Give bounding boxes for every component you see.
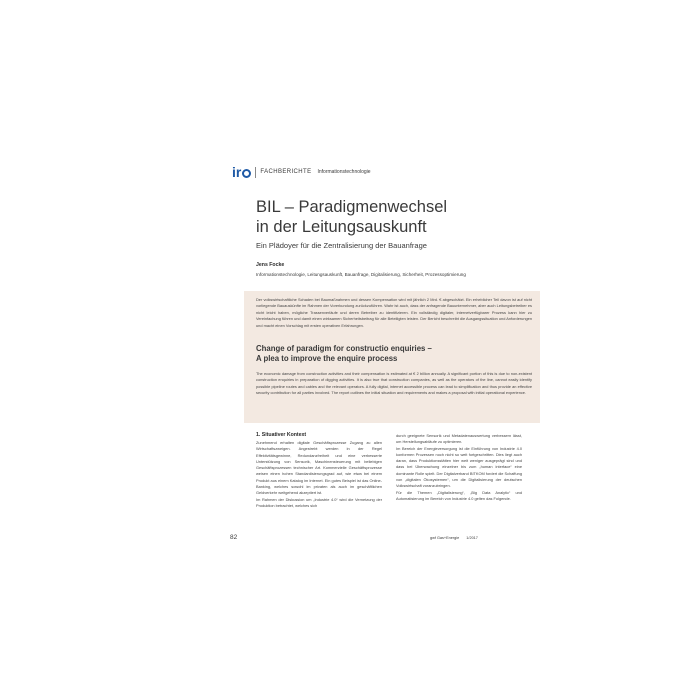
body-paragraph: Im Bereich der Energieversorgung ist die Einführung von Industrie 4.0 konformen Prozessen noch nicht so weit fortgeschritten. Dies liegt auch daran, dass Produktionsstätten hier weit weniger ausgeprägt sind und dass bei Überwachung einzelner bis zum „human interface“ eine dominante Rolle spielt. Der Digitalverband BITKOM fordert die Schaffung von „digitalen Ökosystemen“, um die Digitalisierung der deutschen Volkswirtschaft voranzubringen. <box>396 445 522 489</box>
abstract-german: Der volkswirtschaftliche Schaden bei Baumaßnahmen und dessen Kompensation wird mit jährlich 2 Mrd. € abgeschätzt. Ein erheblicher Teil davon ist auf nicht vorliegende Bauauskünfte im Rahmen der Vorerkundung zurückzuführen. Wahr ist auch, dass der anfragende Bauunternehmer, aber auch Leitungsbetreiber es nicht leicht haben, mögliche Trassenverläufe und deren Betreiber zu identifizieren. Ein vollständig digitaler, internetverfügbarer Prozess kann hier zu Vereinfachung führen und damit einen wirksamen Sicherheitsbeitrag für alle Beteiligten leisten. Der Bericht beschreibt die Ausgangssituation und Anforderungen und macht einen Vorschlag mit ersten operativen Erfahrungen. <box>256 297 532 328</box>
article-title-line-2: in der Leitungsauskunft <box>256 218 427 236</box>
abstract-english: The economic damage from construction activities and their compensation is estimated at € 2 billion annually. A significant portion of this is due to non-existent construction enquiries in preparation of digging activities. It is also true that construction companies, as well as the operators of the line, cannot easily identify possible pipeline routes and cables and the relevant operators. A fully digital, internet accessible process can lead to simplification and thus provide an effective security contribution for all parties involved. The report outlines the initial situation and requirements and makes a proposal with initial operational experience. <box>256 371 532 396</box>
body-paragraph: Zunehmend erhalten digitale Geschäftsprozesse Zugang zu allen Wirtschaftszweigen. Angestrebt werden in der Regel Effektivitätsgewinne, Redundanzfreiheit und eine verbesserte Unterstützung von Sensorik, Maschinensteuerung mit beliebigen Geschäftsprozessen technischer Art. Kommerzielle Geschäftsprozesse weisen einen hohen Standardisierungsgrad auf, wie etwa bei einem Produkt aus einem Katalog im Internet. Ein gutes Beispiel ist das Online-Banking, welches sowohl im privaten als auch im geschäftlichen Geldverkehr weitgehend akzeptiert ist. <box>256 440 382 496</box>
body-paragraph: Für die Themen „Digitalisierung“, „Big Data Analytic“ und Automatisierung im Bereich von Industrie 4.0 gelten das Folgende. <box>396 489 522 501</box>
publication-name: gwf Gas+Energie <box>430 536 460 540</box>
journal-logo <box>232 164 251 180</box>
section-label: FACHBERICHTE <box>260 169 312 175</box>
article-title <box>256 197 556 237</box>
logo-text: ir <box>232 164 242 180</box>
section-heading: 1. Situativer Kontext <box>256 432 307 438</box>
article-subtitle: Ein Plädoyer für die Zentralisierung der Bauanfrage <box>256 241 427 250</box>
logo-ring-icon <box>242 169 251 178</box>
page-header <box>232 164 371 180</box>
body-column-right <box>396 433 522 502</box>
publication-issue: 1/2017 <box>466 536 478 540</box>
abstract-english-title-line-1: Change of paradigm for constructio enquiries – <box>256 344 432 353</box>
article-title-line-1: BIL – Paradigmenwechsel <box>256 198 448 216</box>
article-author: Jens Focke <box>256 262 285 268</box>
body-column-left <box>256 432 382 509</box>
abstract-english-title <box>256 344 432 364</box>
footer-publication <box>430 536 478 540</box>
subsection-label: Informationstechnologie <box>317 169 371 175</box>
body-paragraph: Im Rahmen der Diskussion um „Industrie 4.0“ wird die Vernetzung der Produktion betrachtet, welches sich <box>256 496 382 508</box>
page-number: 82 <box>230 534 238 541</box>
header-divider <box>255 167 256 178</box>
abstract-english-title-line-2: A plea to improve the enquire process <box>256 354 398 363</box>
abstract-box <box>244 291 540 423</box>
article-keywords: Informationstechnologie, Leitungsauskunft, Bauanfrage, Digitalisierung, Sicherheit, Prozessoptimierung <box>256 272 466 277</box>
body-paragraph: durch geeignete Sensorik und Metadatenauswertung verbessern lässt, um Herstellungsabläufe zu optimieren. <box>396 433 522 445</box>
